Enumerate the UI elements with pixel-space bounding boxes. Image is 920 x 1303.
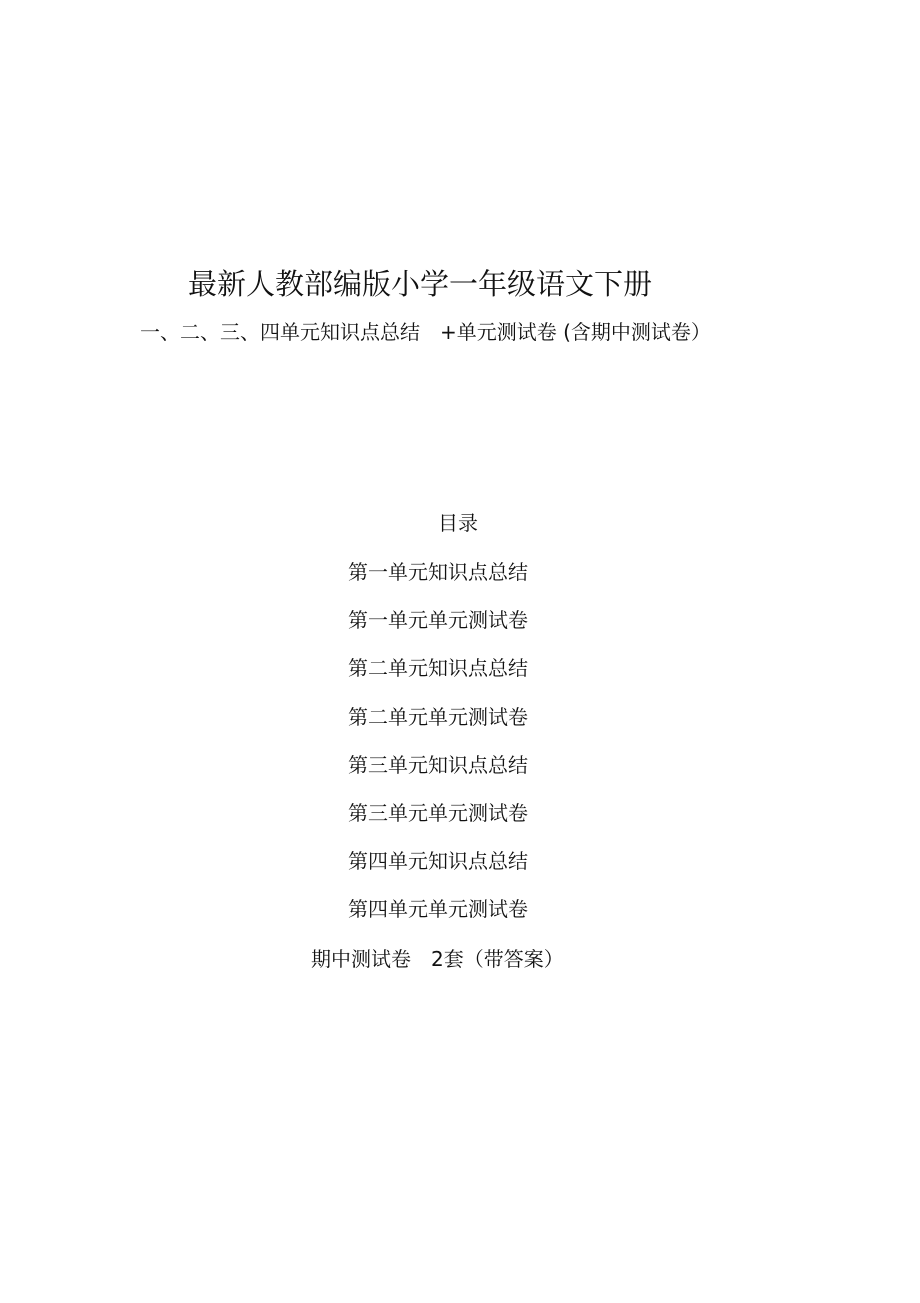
toc-item: 第四单元知识点总结 — [348, 849, 528, 874]
toc-item: 第三单元知识点总结 — [348, 752, 528, 777]
toc-heading — [0, 508, 920, 538]
toc-item: 第四单元单元测试卷 — [348, 897, 528, 922]
toc-item: 第二单元单元测试卷 — [348, 704, 528, 729]
toc-item: 第二单元知识点总结 — [348, 656, 528, 681]
document-subtitle: 一、二、三、四单元知识点总结 +单元测试卷 (含期中测试卷） — [140, 320, 711, 344]
toc-item: 第一单元知识点总结 — [348, 560, 528, 584]
toc-list — [348, 556, 748, 942]
toc-item-midterm: 期中测试卷 2套（带答案） — [311, 947, 564, 971]
toc-heading-text: 目录 — [438, 511, 478, 535]
toc-item: 第三单元单元测试卷 — [348, 800, 528, 825]
document-title: 最新人教部编版小学一年级语文下册 — [188, 267, 653, 301]
toc-item: 第一单元单元测试卷 — [348, 608, 528, 633]
